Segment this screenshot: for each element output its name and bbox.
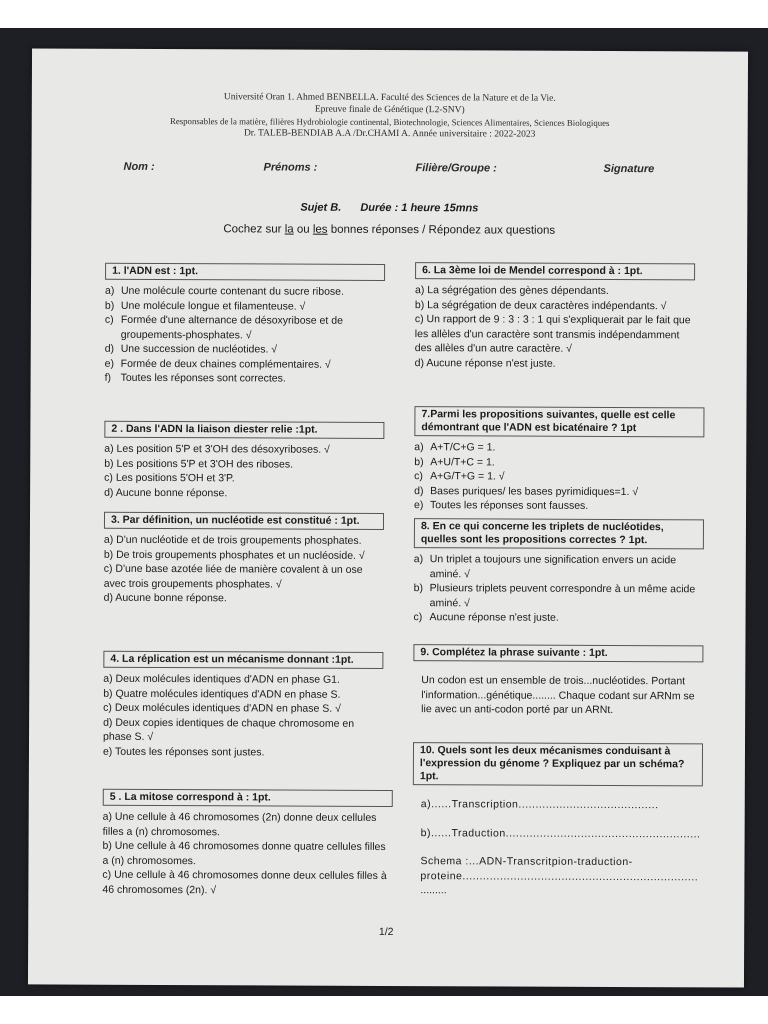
q4-option-a[interactable]: a) Deux molécules identiques d'ADN en phase G1. [103,672,340,686]
q10-schema[interactable]: Schema :...ADN-Transcritpion-traduction-proteine..................................................................... [420,855,699,883]
q1-d-text: Une succession de nucléotides. √ [120,342,278,356]
teachers-line: Dr. TALEB-BENDIAB A.A /Dr.CHAMI A. Année universitaire : 2022-2023 [243,128,536,140]
q6-option-d[interactable]: d) Aucune réponse n'est juste. [414,356,556,370]
question-10-title: 10. Quels sont les deux mécanismes conduisant à l'expression du génome ? Expliquez par un schéma? 1pt. [413,742,703,786]
q1-c-letter: c) [104,313,114,326]
q8-b-letter: b) [413,582,424,595]
q4-option-c[interactable]: c) Deux molécules identiques d'ADN en phase S. √ [103,701,341,715]
q1-c-text: Formée d'une alternance de désoxyribose et de groupements-phosphates. √ [120,313,343,341]
q6-option-a[interactable]: a) La ségrégation des gènes dépendants. [414,284,609,297]
q8-option-c[interactable] [414,610,704,626]
student-fields [32,160,748,176]
q1-f-letter: f) [104,371,112,384]
q7-c-letter: c) [414,470,423,483]
exam-sheet [28,48,748,987]
subject-line [31,200,747,215]
q2-option-b[interactable]: b) Les positions 5'P et 3'OH des riboses. [104,457,294,471]
q1-option-b[interactable] [105,298,385,314]
duration-label: Durée : 1 heure 15mns [360,201,479,215]
q1-option-f[interactable] [105,371,385,387]
page-number: 1/2 [378,925,394,939]
q8-b-text: Plusieurs triplets peuvent correspondre à un même acide aminé. √ [429,582,696,609]
question-2 [104,421,384,501]
q1-a-letter: a) [104,284,115,297]
question-1 [105,263,386,387]
q1-e-letter: e) [104,357,115,370]
q5-option-a[interactable]: a) Une cellule à 46 chromosomes (2n) donne deux cellules filles a (n) chromosomes. [102,810,377,838]
q1-option-a[interactable] [105,284,385,300]
nom-label: Nom : [123,160,155,173]
q5-option-c[interactable]: c) Une cellule à 46 chromosomes donne deux cellules filles à 46 chromosomes (2n). √ [102,868,387,896]
q5-option-b[interactable]: b) Une cellule à 46 chromosomes donne quatre cellules filles a (n) chromosomes. [102,839,386,867]
q2-option-d[interactable]: d) Aucune bonne réponse. [104,486,228,499]
question-5-title: 5 . La mitose correspond à : 1pt. [103,789,393,807]
question-4 [103,651,383,760]
instruction-la: la [284,223,294,236]
instruction-post: bonnes réponses / Répondez aux questions [327,223,556,237]
q7-d-text: Bases puriques/ les bases pyrimidiques=1. √ [430,484,639,498]
q3-option-d[interactable]: d) Aucune bonne réponse. [103,591,227,605]
prenoms-label: Prénoms : [263,161,318,174]
question-8-title: 8. En ce qui concerne les triplets de nucléotides, quelles sont les propositions correctes ? 1pt. [414,518,704,549]
q3-option-c[interactable]: c) D'une base azotée liée de manière covalent à un ose avec trois groupements phosphates. √ [103,562,363,591]
question-7-title: 7.Parmi les propositions suivantes, quelle est celle démontrant que l'ADN est bicaténaire ? 1pt [414,406,704,437]
question-5 [102,789,392,898]
responsibles-line: Responsables de la matière, filières Hydrobiologie continental, Biotechnologie, Sciences Alimentaires, Sciences Biologiques [169,116,610,128]
q8-a-text: Un triplet a toujours une signification envers un acide aminé. √ [429,553,677,580]
exam-title-line: Epreuve finale de Génétique (L2-SNV) [314,104,465,116]
q4-option-b[interactable]: b) Quatre molécules identiques d'ADN en phase S. [103,687,341,701]
instruction-les: les [312,223,328,236]
instructions [31,222,747,237]
q1-option-c[interactable] [105,313,385,343]
q7-a-text: A+T/C+G = 1. [430,441,496,454]
q9-answer-text[interactable]: Un codon est un ensemble de trois...nucléotides. Portant l'information...génétique........ Chaque codant sur ARNm se lie avec un anti-codon porté par un ARNt. [421,674,695,716]
q1-option-e[interactable] [105,356,385,372]
q7-option-a[interactable] [414,440,704,456]
q1-f-text: Toutes les réponses sont correctes. [120,371,286,385]
question-6-title: 6. La 3ème loi de Mendel correspond à : 1pt. [415,262,695,280]
question-9-title: 9. Complétez la phrase suivante : 1pt. [413,644,703,662]
q1-a-text: Une molécule courte contenant du sucre ribose. [120,284,344,298]
question-3 [104,512,384,607]
university-line: Université Oran 1. Ahmed BENBELLA. Faculté des Sciences de la Nature et de la Vie. [223,92,556,104]
q2-option-c[interactable]: c) Les positions 5'OH et 3'P. [104,471,235,485]
q10-answer-a[interactable]: a)......Transcription......................................... [420,798,659,812]
question-10 [412,742,703,899]
q3-option-b[interactable]: b) De trois groupements phosphates et un nucléoside. √ [103,548,365,562]
question-6 [415,262,695,371]
q1-b-letter: b) [104,299,115,312]
q1-b-text: Une molécule longue et filamenteuse. √ [120,299,306,313]
question-9 [413,644,703,718]
subject-label: Sujet B. [300,201,342,214]
signature-label: Signature [603,162,655,176]
q8-option-a[interactable] [414,552,704,582]
exam-header [32,90,748,141]
q7-option-c[interactable] [414,469,704,485]
q7-b-text: A+U/T+C = 1. [430,455,495,468]
question-8 [414,518,704,626]
q6-option-b[interactable]: b) La ségrégation de deux caractères indépendants. √ [414,298,667,312]
question-3-title: 3. Par définition, un nucléotide est constitué : 1pt. [104,512,384,530]
question-1-title: 1. l'ADN est : 1pt. [105,263,385,281]
q8-option-b[interactable] [414,581,704,611]
q1-e-text: Formée de deux chaines complémentaires. √ [120,357,331,371]
q7-c-text: A+G/T+G = 1. √ [430,470,505,483]
q7-e-letter: e) [414,499,424,512]
instruction-pre: Cochez sur [223,223,285,236]
q2-option-a[interactable]: a) Les position 5'P et 3'OH des désoxyriboses. √ [104,442,330,456]
q4-option-d[interactable]: d) Deux copies identiques de chaque chromosome en phase S. √ [103,716,355,743]
q7-option-d[interactable] [414,484,704,500]
q1-option-d[interactable] [105,342,385,358]
q3-option-a[interactable]: a) D'un nucléotide et de trois groupements phosphates. [103,533,362,547]
q7-b-letter: b) [414,455,424,468]
question-2-title: 2 . Dans l'ADN la liaison diester relie :1pt. [104,421,384,439]
filiere-label: Filière/Groupe : [415,162,497,175]
q8-c-letter: c) [413,611,423,624]
q4-option-e[interactable]: e) Toutes les réponses sont justes. [102,745,265,758]
q8-c-text: Aucune réponse n'est juste. [429,611,559,624]
q10-answer-b[interactable]: b)......Traduction......................................................... [420,826,701,840]
q10-dots: ......... [420,884,447,897]
q6-option-c[interactable]: c) Un rapport de 9 : 3 : 3 : 1 qui s'expliquerait par le fait que les allèles d'un caractère sont transmis indépendamment des allèles d'un autre caractère. √ [414,313,691,355]
question-7 [414,406,704,514]
q7-e-text: Toutes les réponses sont fausses. [430,499,589,512]
q7-option-e[interactable] [414,498,704,514]
q7-d-letter: d) [414,484,424,497]
instruction-mid: ou [293,223,313,236]
q7-a-letter: a) [414,441,424,454]
question-4-title: 4. La réplication est un mécanisme donnant :1pt. [103,651,383,669]
q7-option-b[interactable] [414,455,704,471]
q8-a-letter: a) [413,553,424,566]
q1-d-letter: d) [104,342,115,355]
